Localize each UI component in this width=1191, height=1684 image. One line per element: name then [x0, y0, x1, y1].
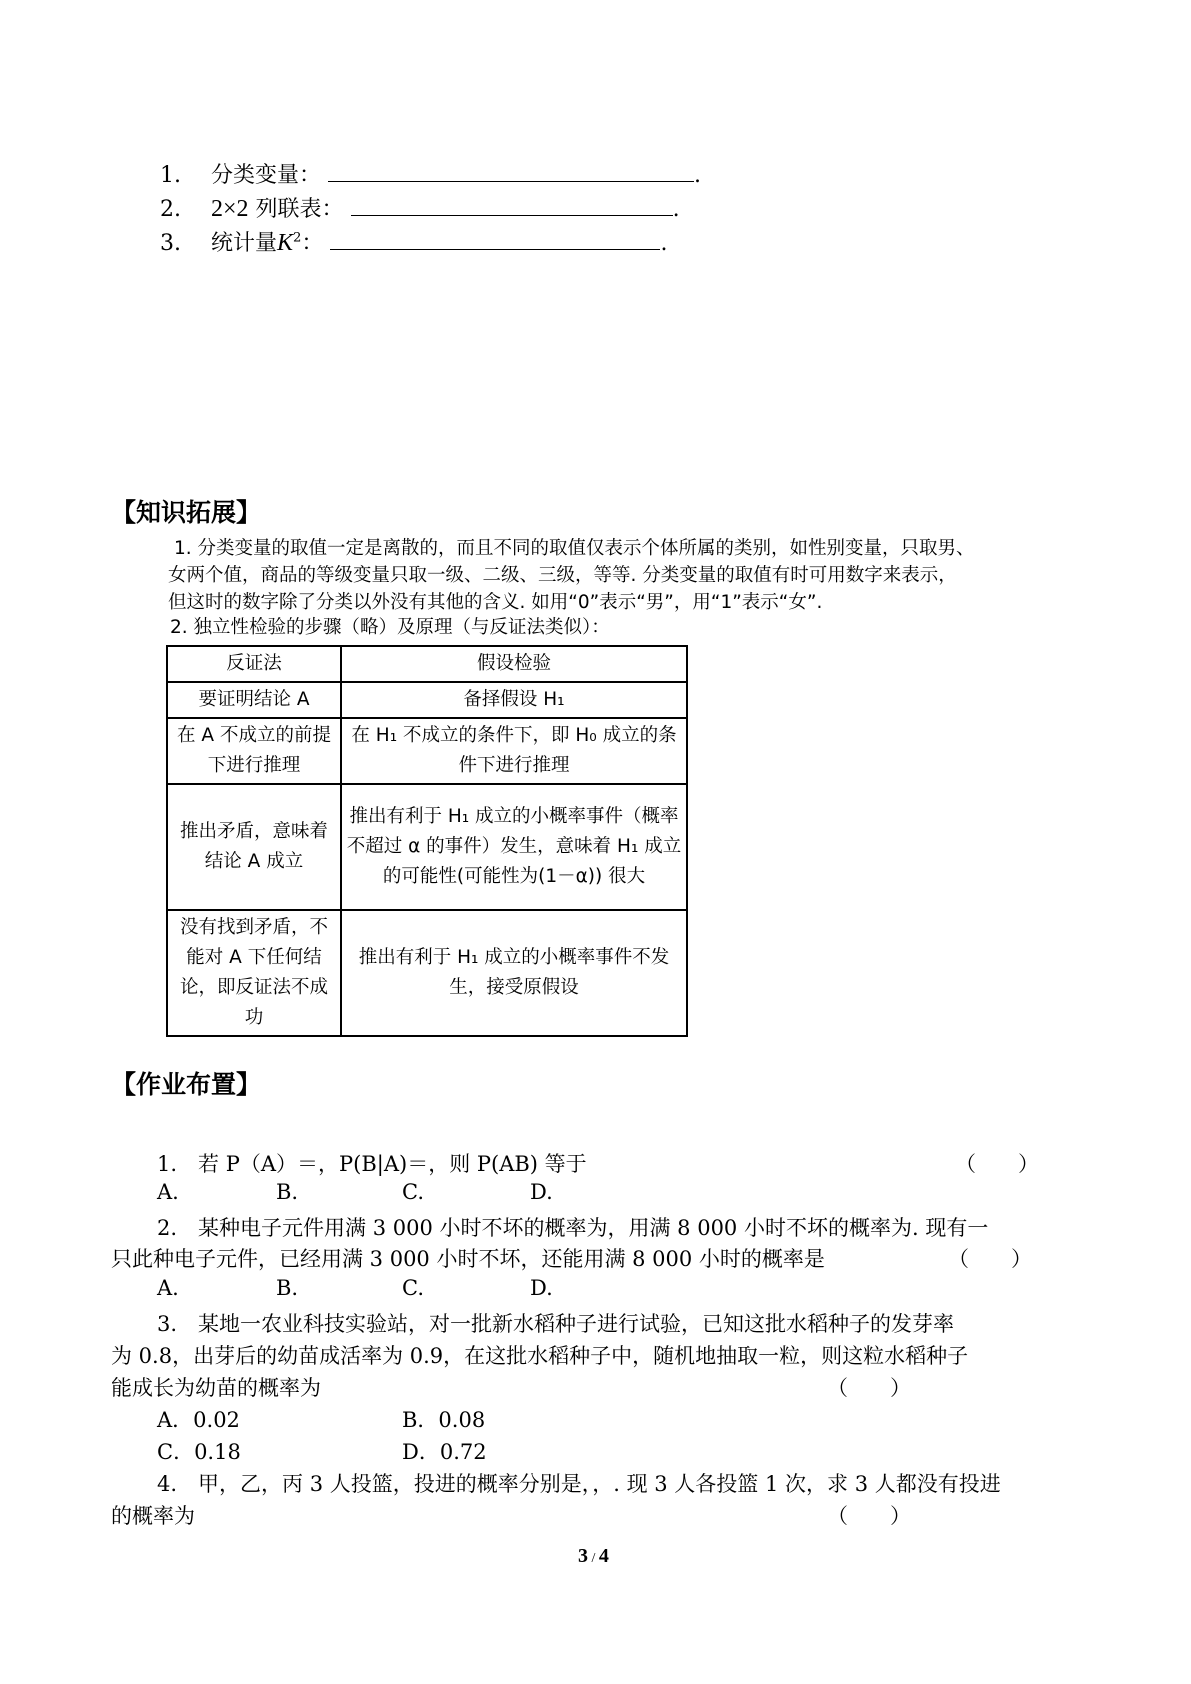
- table-row: [167, 910, 687, 1036]
- ext-line-4: 2. 独立性检验的步骤（略）及原理（与反证法类似）：: [170, 617, 610, 638]
- q2-option-b[interactable]: B.: [276, 1276, 299, 1300]
- q1-option-c[interactable]: C.: [402, 1180, 424, 1204]
- q2-line-2: 只此种电子元件，已经用满 3 000 小时不坏，还能用满 8 000 小时的概率是: [111, 1247, 825, 1271]
- fill-label: 统计量: [211, 231, 278, 256]
- q4-line-1: 4. 甲，乙，丙 3 人投篮，投进的概率分别是，，. 现 3 人各投篮 1 次，求 3 人都没有投进: [157, 1472, 1001, 1496]
- table-header-row: [167, 646, 687, 682]
- ext-line-2: 女两个值，商品的等级变量只取一级、二级、三级，等等. 分类变量的取值有时可用数字来表示，: [168, 565, 957, 586]
- page-current: 3: [578, 1545, 588, 1567]
- fill-end: .: [694, 163, 702, 188]
- page-number: [578, 1545, 609, 1568]
- q2-option-a[interactable]: A.: [157, 1276, 179, 1300]
- table-row: [167, 682, 687, 718]
- q4-answer-paren[interactable]: （ ）: [827, 1504, 911, 1528]
- comparison-table: [166, 645, 688, 1037]
- q3-answer-paren[interactable]: （ ）: [827, 1376, 911, 1400]
- q3-line-2: 为 0.8，出芽后的幼苗成活率为 0.9，在这批水稻种子中，随机地抽取一粒，则这粒水稻种子: [111, 1344, 969, 1368]
- table-cell: 推出有利于 H₁ 成立的小概率事件不发生，接受原假设: [341, 910, 687, 1036]
- fill-item-1: [160, 158, 701, 189]
- answer-blank[interactable]: [328, 163, 694, 182]
- fill-math: 2×2: [211, 196, 249, 222]
- q1-option-b[interactable]: B.: [276, 1180, 299, 1204]
- table-cell: 推出有利于 H₁ 成立的小概率事件（概率不超过 α 的事件）发生，意味着 H₁ 成立的可能性(可能性为(1－α)) 很大: [341, 784, 687, 910]
- page-separator: /: [588, 1551, 599, 1566]
- ext-line-3: 但这时的数字除了分类以外没有其他的含义. 如用“0”表示“男”，用“1”表示“女”.: [168, 592, 823, 613]
- fill-num: 1.: [160, 163, 181, 188]
- section-heading-extension: 【知识拓展】: [111, 498, 262, 527]
- table-row: [167, 784, 687, 910]
- q1-option-a[interactable]: A.: [157, 1180, 179, 1204]
- table-cell: 没有找到矛盾，不能对 A 下任何结论，即反证法不成功: [167, 910, 341, 1036]
- q2-option-d[interactable]: D.: [530, 1276, 553, 1300]
- section-heading-homework: 【作业布置】: [111, 1070, 262, 1099]
- q3-option-d[interactable]: D．0.72: [402, 1440, 487, 1464]
- table-header: 反证法: [167, 646, 341, 682]
- fill-num: 3.: [160, 231, 181, 256]
- fill-math: K: [277, 230, 294, 256]
- answer-blank[interactable]: [351, 197, 673, 216]
- q4-line-2: 的概率为: [111, 1504, 195, 1528]
- q1-option-d[interactable]: D.: [530, 1180, 553, 1204]
- fill-item-3: [160, 226, 667, 257]
- table-cell: 在 A 不成立的前提下进行推理: [167, 718, 341, 784]
- table-cell: 备择假设 H₁: [341, 682, 687, 718]
- fill-num: 2.: [160, 197, 181, 222]
- q2-answer-paren[interactable]: （ ）: [948, 1247, 1032, 1271]
- fill-end: .: [672, 197, 680, 222]
- q3-line-1: 3. 某地一农业科技实验站，对一批新水稻种子进行试验，已知这批水稻种子的发芽率: [157, 1312, 955, 1336]
- fill-end: .: [660, 231, 668, 256]
- answer-blank[interactable]: [330, 231, 660, 250]
- table-header: 假设检验: [341, 646, 687, 682]
- q1-answer-paren[interactable]: （ ）: [955, 1152, 1039, 1176]
- q2-line-1: 2. 某种电子元件用满 3 000 小时不坏的概率为，用满 8 000 小时不坏的概率为. 现有一: [157, 1216, 989, 1240]
- fill-label: 列联表：: [255, 197, 344, 222]
- table-cell: 推出矛盾，意味着结论 A 成立: [167, 784, 341, 910]
- q3-option-a[interactable]: A．0.02: [157, 1408, 240, 1432]
- fill-sup: 2: [293, 230, 302, 246]
- q1-text: 1. 若 P（A）＝，P(B|A)＝，则 P(AB) 等于: [157, 1152, 587, 1176]
- q2-option-c[interactable]: C.: [402, 1276, 424, 1300]
- q3-option-c[interactable]: C．0.18: [157, 1440, 241, 1464]
- ext-line-1: 1. 分类变量的取值一定是离散的，而且不同的取值仅表示个体所属的类别，如性别变量，只取男、: [174, 538, 975, 559]
- q3-line-3: 能成长为幼苗的概率为: [111, 1376, 321, 1400]
- table-row: [167, 718, 687, 784]
- fill-item-2: [160, 192, 680, 223]
- fill-label: 分类变量：: [211, 163, 322, 188]
- fill-tail: ：: [301, 231, 324, 256]
- table-cell: 要证明结论 A: [167, 682, 341, 718]
- page-total: 4: [598, 1545, 609, 1567]
- table-cell: 在 H₁ 不成立的条件下，即 H₀ 成立的条件下进行推理: [341, 718, 687, 784]
- q3-option-b[interactable]: B．0.08: [402, 1408, 486, 1432]
